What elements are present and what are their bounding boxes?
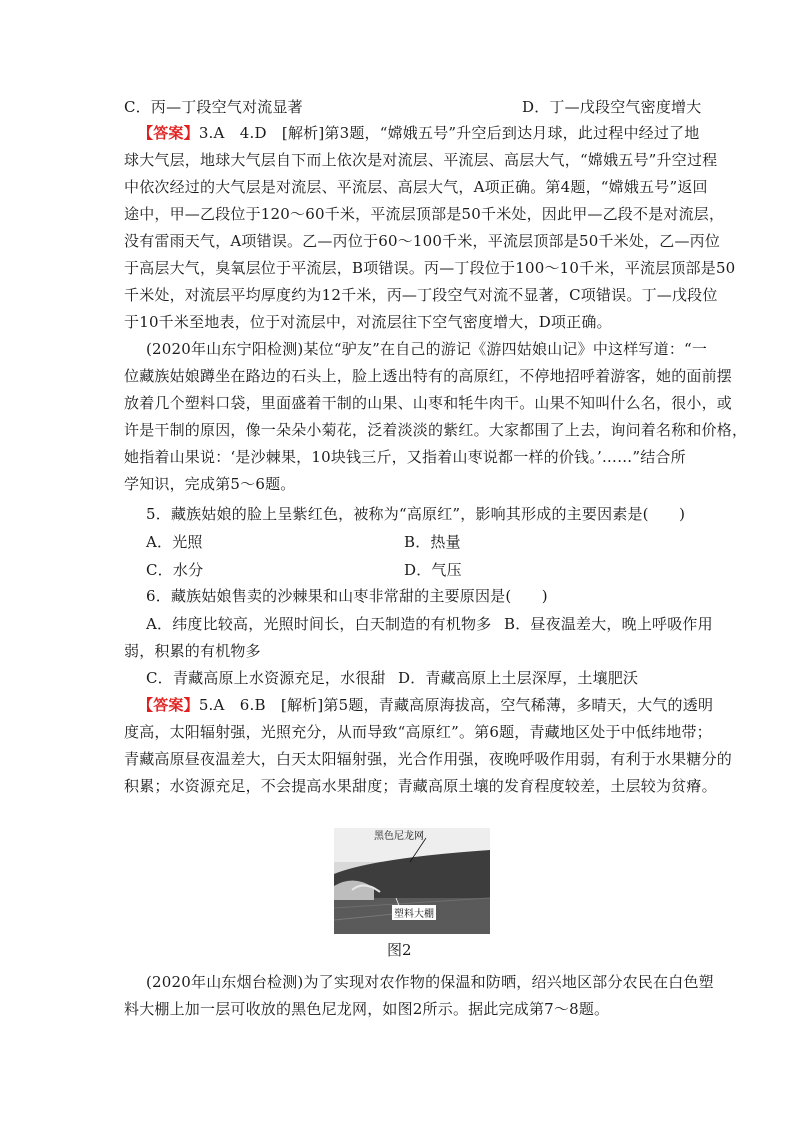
passage-line: (2020年山东烟台检测)为了实现对农作物的保温和防晒，绍兴地区部分农民在白色塑 <box>146 973 714 991</box>
passage-line: 许是干制的原因，像一朵朵小菊花，泛着淡淡的紫红。大家都围了上去，询问着名称和价格， <box>124 421 748 439</box>
q4-options-row <box>124 97 702 117</box>
q6-option-d: D．青藏高原上土层深厚，土壤肥沃 <box>398 669 639 687</box>
answer-label: 【答案】 <box>138 124 199 142</box>
paragraph-line: 途中，甲—乙段位于120～60千米，平流层顶部是50千米处，因此甲—乙段不是对流层， <box>124 205 725 223</box>
q5-options-row-2 <box>146 560 676 580</box>
paragraph-line: 千米处，对流层平均厚度约为12千米，丙—丁段空气对流不显著，C项错误。丁—戊段位 <box>124 286 718 304</box>
paragraph-line: 于高层大气，臭氧层位于平流层，B项错误。丙—丁段位于100～10千米，平流层顶部是50 <box>124 259 736 277</box>
q5-option-a: A．光照 <box>146 533 203 551</box>
q6-option-b: B．昼夜温差大，晚上呼吸作用 <box>504 615 713 633</box>
q4-option-d: D．丁—戊段空气密度增大 <box>522 98 702 116</box>
question-5: 5．藏族姑娘的脸上呈紫红色，被称为“高原红”，影响其形成的主要因素是( ) <box>146 505 686 523</box>
answer-label: 【答案】 <box>138 696 199 714</box>
passage-line: 位藏族姑娘蹲坐在路边的石头上，脸上透出特有的高原红，不停地招呼着游客，她的面前摆 <box>124 367 733 385</box>
passage-line: 她指着山果说：‘是沙棘果，10块钱三斤，又指着山枣说都一样的价钱。’……”结合所 <box>124 448 686 466</box>
q6-options-row-2 <box>146 668 676 688</box>
q5-option-b: B．热量 <box>404 533 461 551</box>
figure-label-nylon-net: 黑色尼龙网 <box>374 831 424 842</box>
figure-label-greenhouse: 塑料大棚 <box>392 905 436 920</box>
answer-text: 3.A 4.D [解析]第3题，“嫦娥五号”升空后到达月球，此过程中经过了地 <box>198 124 700 142</box>
paragraph-line: 青藏高原昼夜温差大，白天太阳辐射强，光合作用强，夜晚呼吸作用弱，有利于水果糖分的 <box>124 750 733 768</box>
paragraph-line: 积累；水资源充足，不会提高水果甜度；青藏高原土壤的发育程度较差，土层较为贫瘠。 <box>124 777 717 795</box>
q6-option-c: C．青藏高原上水资源充足，水很甜 <box>146 669 386 687</box>
q5-option-d: D．气压 <box>404 561 462 579</box>
passage-line: 学知识，完成第5～6题。 <box>124 475 296 493</box>
question-6: 6．藏族姑娘售卖的沙棘果和山枣非常甜的主要原因是( ) <box>146 587 548 605</box>
q6-option-b-cont: 弱，积累的有机物多 <box>124 642 261 660</box>
answer-block-2 <box>138 695 714 715</box>
q6-option-a: A．纬度比较高，光照时间长，白天制造的有机物多 <box>146 615 492 633</box>
q6-options-row-1 <box>146 614 713 634</box>
passage-line: 放着几个塑料口袋，里面盛着干制的山果、山枣和牦牛肉干。山果不知叫什么名，很小，或 <box>124 394 733 412</box>
paragraph-line: 度高，太阳辐射强，光照充分，从而导致“高原红”。第6题，青藏地区处于中低纬地带； <box>124 723 712 741</box>
paragraph-line: 于10千米至地表，位于对流层中，对流层往下空气密度增大，D项正确。 <box>124 313 612 331</box>
paragraph-line: 中依次经过的大气层是对流层、平流层、高层大气，A项正确。第4题，“嫦娥五号”返回 <box>124 178 708 196</box>
paragraph-line: 球大气层，地球大气层自下而上依次是对流层、平流层、高层大气，“嫦娥五号”升空过程 <box>124 151 718 169</box>
q4-option-c: C．丙—丁段空气对流显著 <box>124 98 303 116</box>
q5-options-row-1 <box>146 532 676 552</box>
answer-block-1 <box>138 123 700 143</box>
paragraph-line: 没有雷雨天气，A项错误。乙—丙位于60～100千米，平流层顶部是50千米处，乙—丙位 <box>124 232 721 250</box>
passage-line: (2020年山东宁阳检测)某位“驴友”在自己的游记《游四姑娘山记》中这样写道：“一 <box>146 340 708 358</box>
q5-option-c: C．水分 <box>146 561 204 579</box>
answer-text: 5.A 6.B [解析]第5题，青藏高原海拔高，空气稀薄，多晴天，大气的透明 <box>198 696 714 714</box>
greenhouse-photo <box>334 828 490 934</box>
figure-caption: 图2 <box>387 941 412 959</box>
passage-line: 料大棚上加一层可收放的黑色尼龙网，如图2所示。据此完成第7～8题。 <box>124 1000 610 1018</box>
